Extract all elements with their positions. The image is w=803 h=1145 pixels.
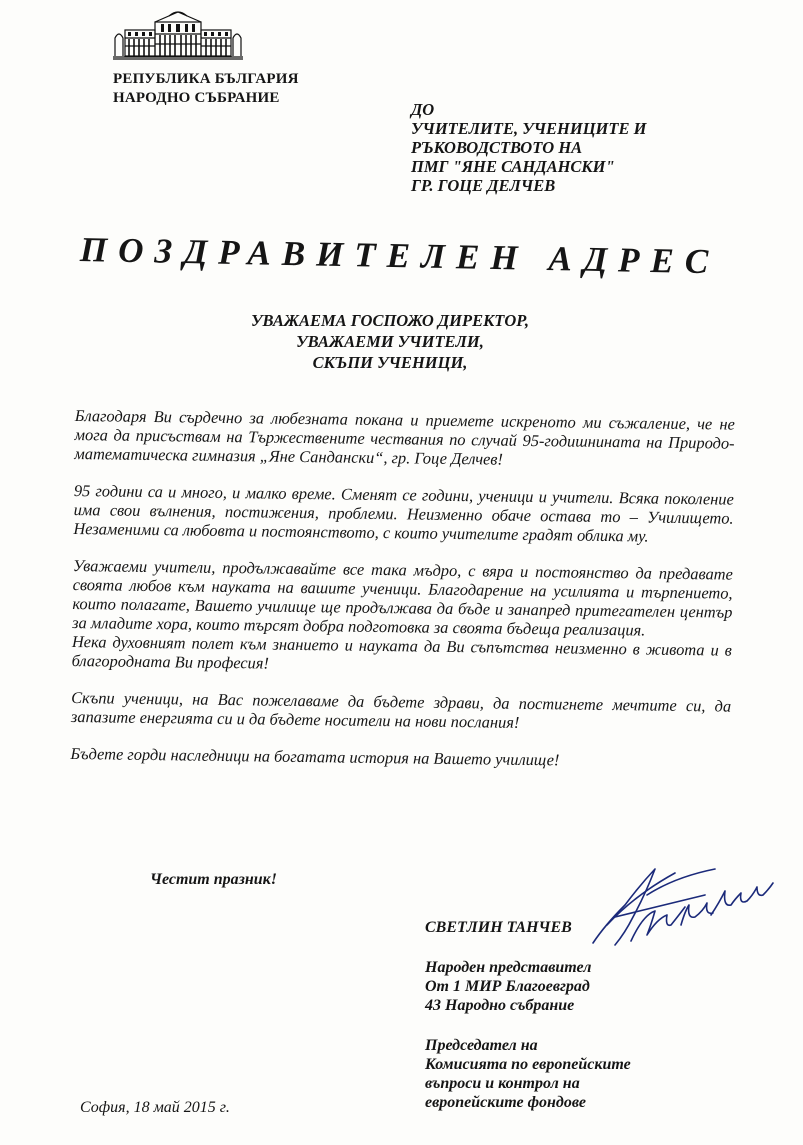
- committee-line: въпроси и контрол на: [425, 1075, 580, 1092]
- recipient-line: ГР. ГОЦЕ ДЕЛЧЕВ: [411, 176, 556, 195]
- signer-name: СВЕТЛИН ТАНЧЕВ: [425, 919, 572, 936]
- recipient-line: УЧИТЕЛИТЕ, УЧЕНИЦИТЕ И: [411, 119, 647, 138]
- position-line: Народен представител: [425, 959, 592, 976]
- salutation: [225, 310, 555, 373]
- body-paragraph: Бъдете горди наследници на богатата история на Вашето училище!: [70, 743, 560, 770]
- body-paragraph: Уважаеми учители, продължавайте все така мъдро, с вяра и постоянство да предавате своята любов към науката на вашите ученици. Благодарение на усилията и търпението, които полагате, Вашето училище ще продължава да бъде и занапред притегателен център за младите хора, които търсят добра подготовка за своята бъдеща реализация.: [72, 555, 733, 640]
- recipient-line: ПМГ "ЯНЕ САНДАНСКИ": [411, 157, 615, 176]
- letterhead-country: РЕПУБЛИКА БЪЛГАРИЯ: [113, 71, 299, 87]
- committee-line: европейските фондове: [425, 1094, 586, 1111]
- position-line: 43 Народно събрание: [425, 997, 575, 1014]
- signer-position: [425, 958, 591, 1015]
- recipient-line: ДО: [411, 100, 435, 119]
- parliament-building-logo: [113, 8, 243, 60]
- recipient-line: РЪКОВОДСТВОТО НА: [411, 138, 583, 157]
- document-title: ПОЗДРАВИТЕЛЕН АДРЕС: [79, 230, 720, 282]
- recipient-block: [411, 100, 646, 195]
- committee-line: Председател на: [425, 1037, 538, 1054]
- salutation-line: УВАЖАЕМИ УЧИТЕЛИ,: [296, 332, 484, 351]
- signer-committee: [425, 1036, 631, 1112]
- salutation-line: СКЪПИ УЧЕНИЦИ,: [312, 353, 468, 372]
- letterhead: [113, 70, 299, 108]
- salutation-line: УВАЖАЕМА ГОСПОЖО ДИРЕКТОР,: [250, 311, 530, 330]
- committee-line: Комисията по европейските: [425, 1056, 631, 1073]
- position-line: От 1 МИР Благоевград: [425, 978, 590, 995]
- body-paragraph: Благодаря Ви сърдечно за любезната покана и приемете искреното ми съжаление, че не мога да присъствам на Тържествените чествания по случай 95-годишнината на Природо-математическа гимназия „Яне Сандански“, гр. Гоце Делчев!: [74, 406, 735, 469]
- closing-greeting: Честит празник!: [150, 871, 278, 888]
- body-paragraph: Нека духовният полет към знанието и науката да Ви съпътства неизменно в живота и в благородната Ви професия!: [71, 631, 732, 673]
- body-paragraph: Скъпи ученици, на Вас пожелаваме да бъдете здрави, да постигнете мечтите си, да запазите енергията си и да бъдете носители на нови послания!: [70, 687, 732, 732]
- letterhead-institution: НАРОДНО СЪБРАНИЕ: [113, 90, 280, 106]
- place-date: София, 18 май 2015 г.: [80, 1099, 230, 1116]
- body-paragraph: 95 години са и много, и малко време. Сменят се години, ученици и учители. Всяка поколение има свои вълнения, постижения, проблеми. Неизменно обаче остава то – Училището. Незаменими са любовта и постоянството, с които учителите градят облика му.: [73, 480, 734, 546]
- handwritten-signature: [585, 855, 775, 955]
- letter-body: [70, 406, 735, 790]
